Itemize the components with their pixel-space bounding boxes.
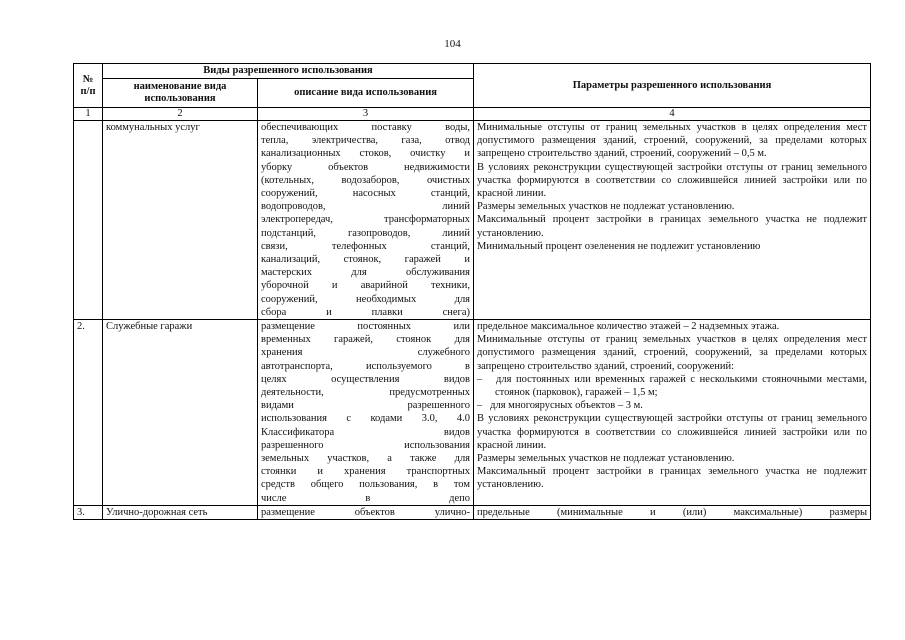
param-paragraph: Максимальный процент застройки в границах земельного участка не подлежит установлению. [477,466,868,491]
header-params: Параметры разрешенного использования [474,64,871,108]
use-description [258,505,474,519]
param-paragraph: Минимальный процент озеленения не подлежит установлению [477,240,761,252]
param-paragraph: Минимальные отступы от границ земельных участков в целях определения мест допустимого размещения зданий, строений, сооружений, за пределами которых запрещено строительство зданий, строений, сооружений – 0,5 м. [477,122,868,160]
param-list-item: – для многоярусных объектов – 3 м. [477,400,643,412]
desc-line: связи, телефонных станций, [261,240,471,252]
desc-line: сооружений, необходимых для [261,293,471,305]
table-row [74,121,871,320]
page-number: 104 [444,38,461,50]
header-num: № п/п [74,64,103,108]
desc-line: Классификатора видов [261,426,471,438]
use-name: Служебные гаражи [103,320,258,506]
header-desc: описание вида использования [258,79,474,108]
desc-line: мастерских для обслуживания [261,267,471,279]
param-paragraph: В условиях реконструкции существующей застройки отступы от границ земельного участка формируются в соответствии со сложившейся линией застройки или по красной линии. [477,413,868,451]
param-paragraph: Минимальные отступы от границ земельных участков в целях определения мест допустимого размещения зданий, строений, сооружений, за пределами которых запрещено строительство зданий, строений, сооружений: [477,334,868,372]
desc-line: средств общего пользования, в том [261,479,471,491]
desc-line: автотранспорта, используемого в [261,360,471,372]
use-name: коммунальных услуг [103,121,258,320]
header-row-1 [74,64,871,79]
use-parameters [474,320,871,506]
param-paragraph: предельные (минимальные и (или) максимальные) размеры [477,506,868,518]
param-paragraph: Максимальный процент застройки в границах земельного участка не подлежит установлению. [477,214,868,239]
desc-line: уборочной и аварийной техники, [261,280,471,292]
use-parameters [474,121,871,320]
row-number: 2. [74,320,103,506]
desc-line: тепла, электричества, газа, отвод [261,135,471,147]
regulations-table [73,63,871,520]
desc-line: стоянки и хранения транспортных [261,466,471,478]
use-description [258,121,474,320]
desc-line: обеспечивающих поставку воды, [261,122,471,133]
col-number-3: 3 [258,108,474,121]
use-parameters [474,505,871,519]
col-number-4: 4 [474,108,871,121]
desc-line: уборку объектов недвижимости [261,161,471,173]
desc-line: деятельности, предусмотренных [261,387,471,399]
desc-line: видами разрешенного [261,400,471,412]
header-name: наименование вида использования [103,79,258,108]
use-name: Улично-дорожная сеть [103,505,258,519]
table-row [74,505,871,519]
desc-line: разрешенного использования [261,439,471,451]
desc-line: канализаций, стоянок, гаражей и [261,254,471,266]
desc-line: использования с кодами 3.0, 4.0 [261,413,471,425]
desc-line: размещение объектов улично- [261,506,471,518]
header-group-title: Виды разрешенного использования [103,64,474,79]
desc-line: хранения служебного [261,347,471,359]
desc-line: канализационных стоков, очистку и [261,148,471,160]
col-number-2: 2 [103,108,258,121]
param-paragraph: В условиях реконструкции существующей застройки отступы от границ земельного участка формируются в соответствии со сложившейся линией застройки или по красной линии. [477,161,868,200]
desc-line: водопроводов, линий [261,201,471,213]
desc-line: сооружений, насосных станций, [261,188,471,200]
row-number: 3. [74,505,103,519]
row-number [74,121,103,320]
desc-line: числе в депо [261,492,471,504]
use-description [258,320,474,506]
param-list-item: – для постоянных или временных гаражей с несколькими стояночными местами, стоянок (парковок), гаражей – 1,5 м; [477,373,868,399]
desc-line: сбора и плавки снега) [261,306,471,318]
desc-line: целях осуществления видов [261,373,471,385]
param-paragraph: Размеры земельных участков не подлежат установлению. [477,201,735,213]
desc-line: электропередач, трансформаторных [261,214,471,226]
param-paragraph: Размеры земельных участков не подлежат установлению. [477,453,735,465]
desc-line: подстанций, газопроводов, линий [261,227,471,239]
col-number-1: 1 [74,108,103,121]
param-paragraph: предельное максимальное количество этажей – 2 надземных этажа. [477,321,780,333]
table-row [74,320,871,506]
desc-line: земельных участков, а также для [261,453,471,465]
column-numbers-row [74,108,871,121]
desc-line: (котельных, водозаборов, очистных [261,174,471,186]
desc-line: размещение постоянных или [261,321,471,333]
desc-line: временных гаражей, стоянок для [261,334,471,346]
